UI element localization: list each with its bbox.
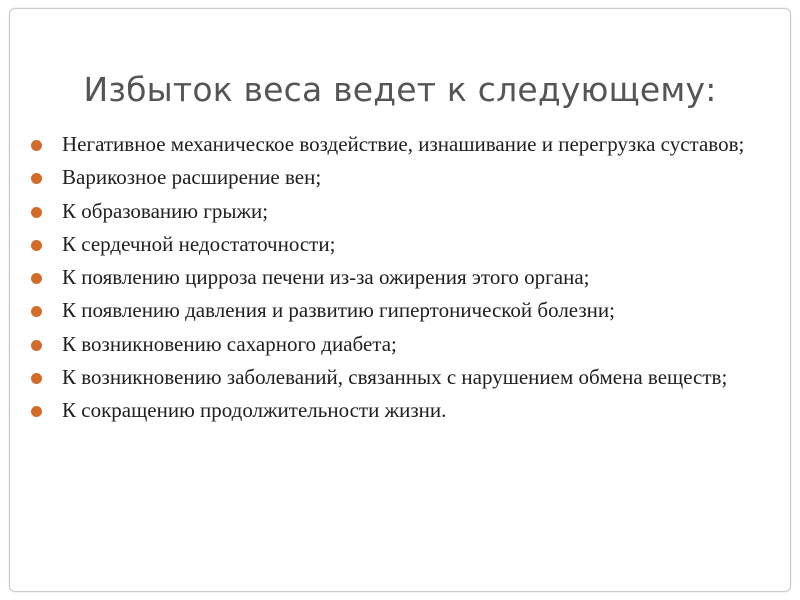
list-item bbox=[30, 165, 770, 190]
list-item bbox=[30, 199, 770, 224]
bullet-icon bbox=[31, 406, 42, 417]
bullet-icon bbox=[31, 340, 42, 351]
slide-title: Избыток веса ведет к следующему: bbox=[83, 70, 717, 109]
list-item-text: К появлению давления и развитию гипертонической болезни; bbox=[62, 298, 615, 323]
list-item-text: К образованию грыжи; bbox=[62, 198, 269, 223]
list-item bbox=[30, 298, 770, 323]
list-item-text: К сердечной недостаточности; bbox=[62, 231, 336, 256]
list-item-text: К сокращению продолжительности жизни. bbox=[62, 398, 447, 423]
bullet-icon bbox=[31, 240, 42, 251]
list-item bbox=[30, 232, 770, 257]
list-item bbox=[30, 398, 770, 423]
bullet-icon bbox=[31, 140, 42, 151]
list-item-text: К возникновению заболеваний, связанных с нарушением обмена веществ; bbox=[62, 365, 728, 390]
list-item-text: К появлению цирроза печени из-за ожирения этого органа; bbox=[62, 265, 590, 290]
bullet-icon bbox=[31, 306, 42, 317]
list-item-text: К возникновению сахарного диабета; bbox=[62, 331, 397, 356]
bullet-icon bbox=[31, 373, 42, 384]
list-item-text: Варикозное расширение вен; bbox=[62, 165, 322, 190]
bullet-icon bbox=[31, 207, 42, 218]
list-item bbox=[30, 132, 770, 157]
list-item bbox=[30, 365, 770, 390]
bullet-icon bbox=[31, 273, 42, 284]
list-item bbox=[30, 265, 770, 290]
list-item bbox=[30, 332, 770, 357]
bullet-list bbox=[30, 132, 770, 432]
bullet-icon bbox=[31, 173, 42, 184]
list-item-text: Негативное механическое воздействие, изнашивание и перегрузка суставов; bbox=[62, 132, 745, 156]
